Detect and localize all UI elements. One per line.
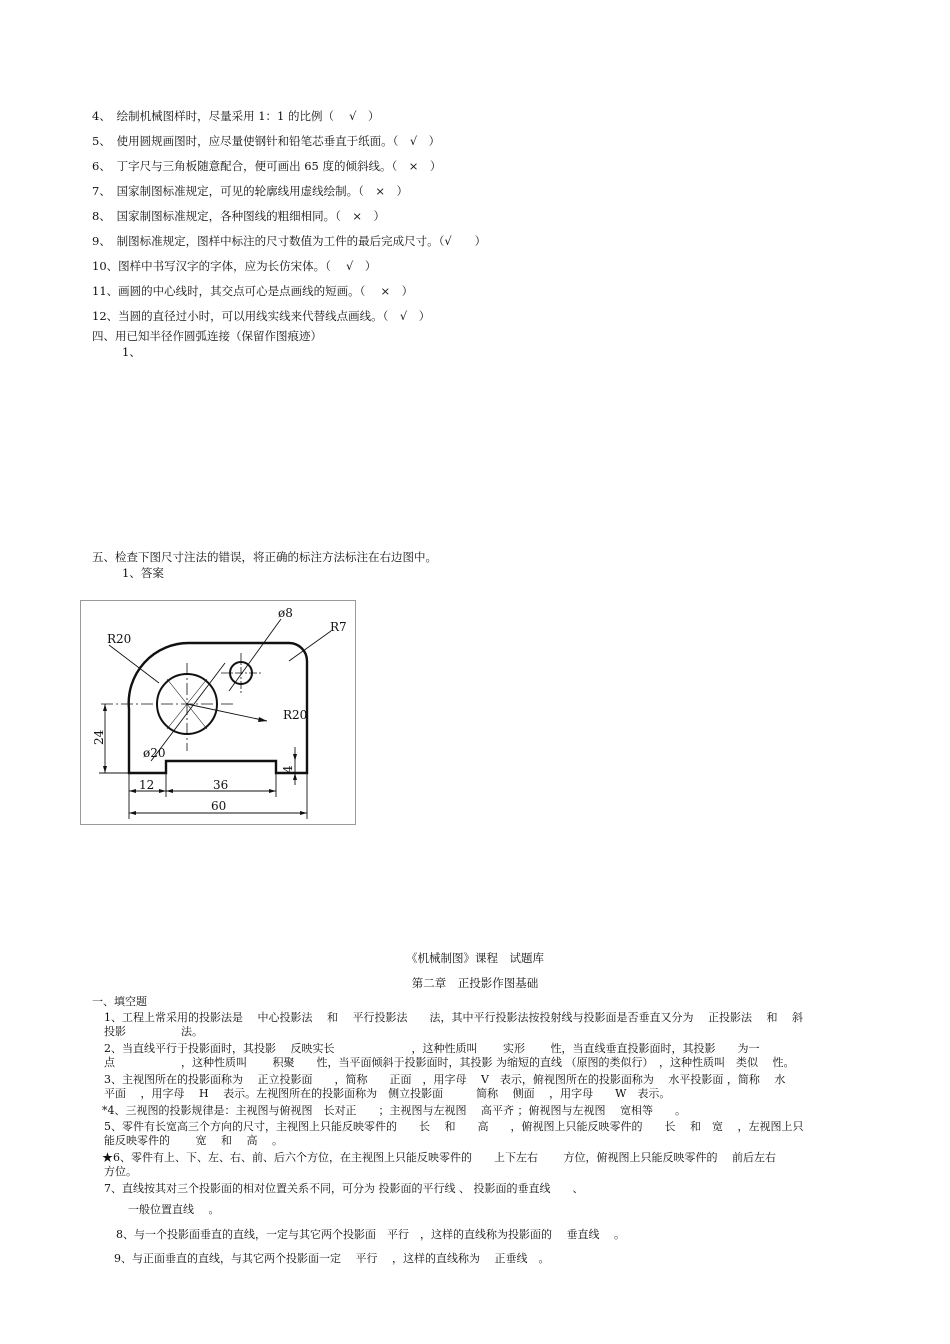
section-five-item: 1、答案 <box>122 566 164 580</box>
dimension-drawing <box>80 600 356 825</box>
label-dim-12: 12 <box>139 778 155 792</box>
fill-q2-line1: 2、当直线平行于投影面时，其投影 反映实长 ，这种性质叫 实形 性，当直线垂直投影面时，其投影 为一 <box>104 1042 760 1055</box>
label-dim-4: 4 <box>281 765 295 773</box>
tf-item-5: 5、 使用圆规画图时，应尽量使钢针和铅笔芯垂直于纸面。（ √ ） <box>92 134 441 148</box>
fill-q6-line1: ★6、零件有上、下、左、右、前、后六个方位，在主视图上只能反映零件的 上下左右 方位，俯视图上只能反映零件的 前后左右 <box>102 1151 776 1164</box>
label-dim-60: 60 <box>211 799 227 813</box>
tf-item-9: 9、 制图标准规定，图样中标注的尺寸数值为工件的最后完成尺寸。（√ ） <box>92 234 487 248</box>
label-r20-top: R20 <box>107 632 132 646</box>
fill-q3-line1: 3、主视图所在的投影面称为 正立投影面 ，简称 正面 ，用字母 V 表示，俯视图所在的投影面称为 水平投影面 ，简称 水 <box>104 1073 786 1086</box>
tf-item-12: 12、当圆的直径过小时，可以用线实线来代替线点画线。（ √ ） <box>92 309 431 323</box>
section-four-item: 1、 <box>122 345 141 359</box>
chapter-title: 第二章 正投影作图基础 <box>411 976 539 990</box>
fill-q1-line1: 1、工程上常采用的投影法是 中心投影法 和 平行投影法 法，其中平行投影法按投射线与投影面是否垂直又分为 正投影法 和 斜 <box>104 1011 803 1024</box>
label-phi8: ø8 <box>278 606 293 620</box>
label-r7: R7 <box>330 620 347 634</box>
fill-q4: *4、三视图的投影规律是：主视图与俯视图 长对正 ；主视图与左视图 高平齐 ；俯视图与左视图 宽相等 。 <box>102 1104 686 1117</box>
label-dim-36: 36 <box>213 778 229 792</box>
tf-item-4: 4、 绘制机械图样时，尽量采用 1：1 的比例（ √ ） <box>92 109 380 123</box>
tf-item-8: 8、 国家制图标准规定，各种图线的粗细相同。（ × ） <box>92 209 385 223</box>
fill-q8: 8、与一个投影面垂直的直线，一定与其它两个投影面 平行 ，这样的直线称为投影面的 垂直线 。 <box>116 1228 625 1241</box>
course-title: 《机械制图》课程 试题库 <box>406 951 544 965</box>
fill-q7-line2: 一般位置直线 。 <box>128 1203 220 1216</box>
tf-item-7: 7、 国家制图标准规定，可见的轮廓线用虚线绘制。（ × ） <box>92 184 408 198</box>
fill-q5-line2: 能反映零件的 宽 和 高 。 <box>104 1134 283 1147</box>
label-phi20: ø20 <box>143 746 166 760</box>
fill-q7-line1: 7、直线按其对三个投影面的相对位置关系不同，可分为 投影面的平行线 、 投影面的垂直线 、 <box>104 1182 584 1195</box>
tf-item-10: 10、图样中书写汉字的字体，应为长仿宋体。（ √ ） <box>92 259 377 273</box>
fill-q1-line2: 投影 法。 <box>104 1025 203 1038</box>
label-dim-24: 24 <box>92 729 106 745</box>
fill-heading: 一、填空题 <box>92 995 147 1008</box>
fill-q9: 9、与正面垂直的直线，与其它两个投影面一定 平行 ，这样的直线称为 正垂线 。 <box>114 1252 550 1265</box>
section-four-title: 四、用已知半径作圆弧连接（保留作图痕迹） <box>92 329 322 343</box>
fill-q2-line2: 点 ，这种性质叫 积聚 性，当平面倾斜于投影面时，其投影 为缩短的直线 （原图的类似行） ，这种性质叫 类似 性。 <box>104 1056 795 1069</box>
fill-q6-line2: 方位。 <box>104 1165 137 1178</box>
label-r20-right: R20 <box>283 708 308 722</box>
section-five-title: 五、检查下图尺寸注法的错误，将正确的标注方法标注在右边图中。 <box>92 550 437 564</box>
tf-item-6: 6、 丁字尺与三角板随意配合，便可画出 65 度的倾斜线。（ × ） <box>92 159 442 173</box>
fill-q5-line1: 5、零件有长宽高三个方向的尺寸，主视图上只能反映零件的 长 和 高 ，俯视图上只能反映零件的 长 和 宽 ，左视图上只 <box>104 1120 804 1133</box>
fill-q3-line2: 平面 ，用字母 H 表示。左视图所在的投影面称为 侧立投影面 简称 侧面 ，用字母 W 表示。 <box>104 1087 671 1100</box>
tf-item-11: 11、画圆的中心线时，其交点可心是点画线的短画。（ × ） <box>92 284 414 298</box>
